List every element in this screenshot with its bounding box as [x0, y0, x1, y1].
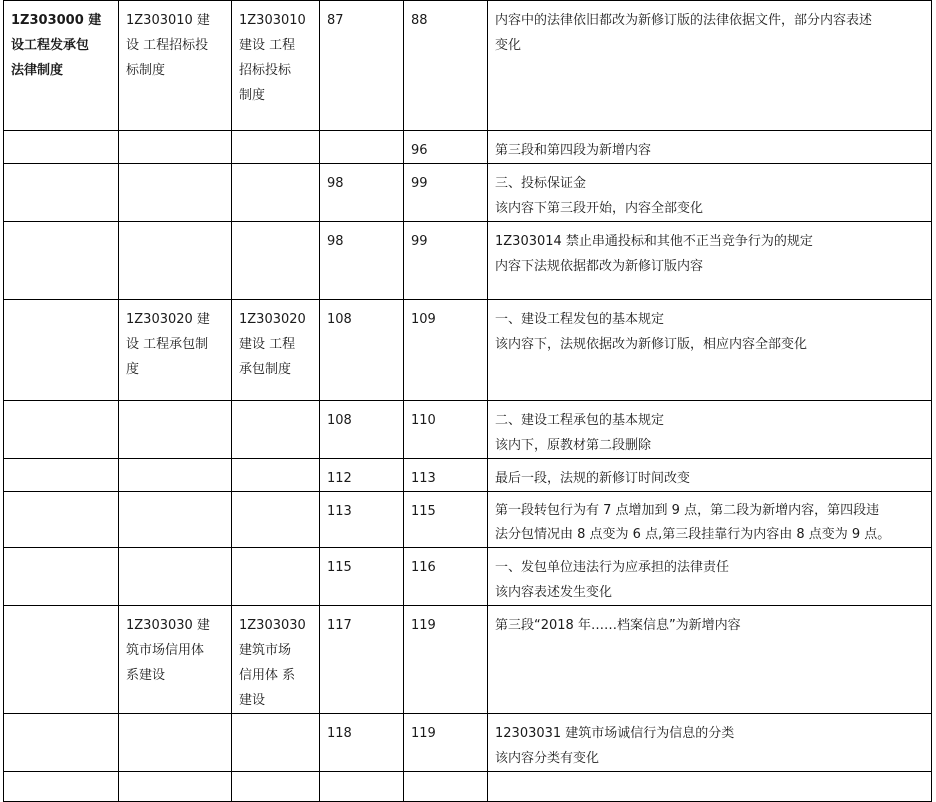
cell-section-b [232, 714, 320, 772]
cell-new-page: 110 [404, 401, 488, 459]
cell-chapter [4, 548, 119, 606]
cell-note: 三、投标保证金 该内容下第三段开始，内容全部变化 [488, 164, 932, 222]
cell-note: 二、建设工程承包的基本规定 该内下，原教材第二段删除 [488, 401, 932, 459]
cell-chapter [4, 300, 119, 401]
table-row [4, 492, 932, 548]
cell-section-b [232, 492, 320, 548]
cell-new-page: 119 [404, 606, 488, 714]
table-row [4, 459, 932, 492]
cell-new-page: 96 [404, 131, 488, 164]
cell-new-page: 88 [404, 1, 488, 131]
cell-new-page: 113 [404, 459, 488, 492]
table-row [4, 548, 932, 606]
cell-chapter [4, 772, 119, 802]
table-row [4, 606, 932, 714]
cell-section-b [232, 164, 320, 222]
cell-chapter [4, 401, 119, 459]
cell-note: 内容中的法律依旧都改为新修订版的法律依据文件，部分内容表述 变化 [488, 1, 932, 131]
table-row [4, 401, 932, 459]
cell-section-a: 1Z303020 建 设 工程承包制 度 [119, 300, 232, 401]
cell-note [488, 772, 932, 802]
cell-note: 一、建设工程发包的基本规定 该内容下，法规依据改为新修订版，相应内容全部变化 [488, 300, 932, 401]
cell-old-page: 112 [320, 459, 404, 492]
cell-section-b [232, 131, 320, 164]
textbook-changes-table [3, 0, 932, 802]
cell-new-page: 119 [404, 714, 488, 772]
cell-new-page [404, 772, 488, 802]
cell-chapter [4, 606, 119, 714]
table-row [4, 222, 932, 300]
table-row [4, 714, 932, 772]
cell-note: 第三段“2018 年……档案信息”为新增内容 [488, 606, 932, 714]
cell-chapter [4, 131, 119, 164]
cell-note: 第一段转包行为有 7 点增加到 9 点，第二段为新增内容，第四段违 法分包情况由 8 点变为 6 点,第三段挂靠行为内容由 8 点变为 9 点。 [488, 492, 932, 548]
cell-chapter [4, 222, 119, 300]
cell-section-a [119, 459, 232, 492]
cell-note: 1Z303014 禁止串通投标和其他不正当竞争行为的规定 内容下法规依据都改为新修订版内容 [488, 222, 932, 300]
cell-old-page: 87 [320, 1, 404, 131]
cell-section-b: 1Z303010 建设 工程 招标投标 制度 [232, 1, 320, 131]
cell-old-page: 98 [320, 222, 404, 300]
cell-section-a [119, 164, 232, 222]
table-row [4, 131, 932, 164]
cell-note: 最后一段，法规的新修订时间改变 [488, 459, 932, 492]
cell-chapter [4, 492, 119, 548]
cell-new-page: 99 [404, 222, 488, 300]
cell-old-page: 115 [320, 548, 404, 606]
cell-section-b: 1Z303030 建筑市场 信用体 系 建设 [232, 606, 320, 714]
cell-old-page: 113 [320, 492, 404, 548]
cell-section-b [232, 772, 320, 802]
cell-note: 一、发包单位违法行为应承担的法律责任 该内容表述发生变化 [488, 548, 932, 606]
cell-chapter: 1Z303000 建 设工程发承包 法律制度 [4, 1, 119, 131]
table-row [4, 164, 932, 222]
cell-section-b [232, 222, 320, 300]
cell-old-page: 118 [320, 714, 404, 772]
cell-old-page [320, 131, 404, 164]
cell-old-page: 108 [320, 300, 404, 401]
cell-section-a: 1Z303010 建 设 工程招标投 标制度 [119, 1, 232, 131]
cell-new-page: 116 [404, 548, 488, 606]
cell-old-page: 98 [320, 164, 404, 222]
cell-section-b [232, 401, 320, 459]
cell-section-b [232, 548, 320, 606]
cell-new-page: 99 [404, 164, 488, 222]
cell-note: 12303031 建筑市场诚信行为信息的分类 该内容分类有变化 [488, 714, 932, 772]
cell-section-b [232, 459, 320, 492]
cell-section-a: 1Z303030 建 筑市场信用体 系建设 [119, 606, 232, 714]
cell-note: 第三段和第四段为新增内容 [488, 131, 932, 164]
cell-section-b: 1Z303020 建设 工程 承包制度 [232, 300, 320, 401]
cell-section-a [119, 492, 232, 548]
cell-old-page: 117 [320, 606, 404, 714]
table-body [4, 1, 932, 802]
table-row [4, 300, 932, 401]
cell-chapter [4, 459, 119, 492]
cell-section-a [119, 772, 232, 802]
cell-section-a [119, 401, 232, 459]
cell-section-a [119, 714, 232, 772]
table-row [4, 1, 932, 131]
cell-chapter [4, 714, 119, 772]
cell-new-page: 115 [404, 492, 488, 548]
cell-section-a [119, 222, 232, 300]
cell-section-a [119, 548, 232, 606]
cell-chapter [4, 164, 119, 222]
cell-old-page [320, 772, 404, 802]
cell-new-page: 109 [404, 300, 488, 401]
cell-old-page: 108 [320, 401, 404, 459]
cell-section-a [119, 131, 232, 164]
table-row [4, 772, 932, 802]
